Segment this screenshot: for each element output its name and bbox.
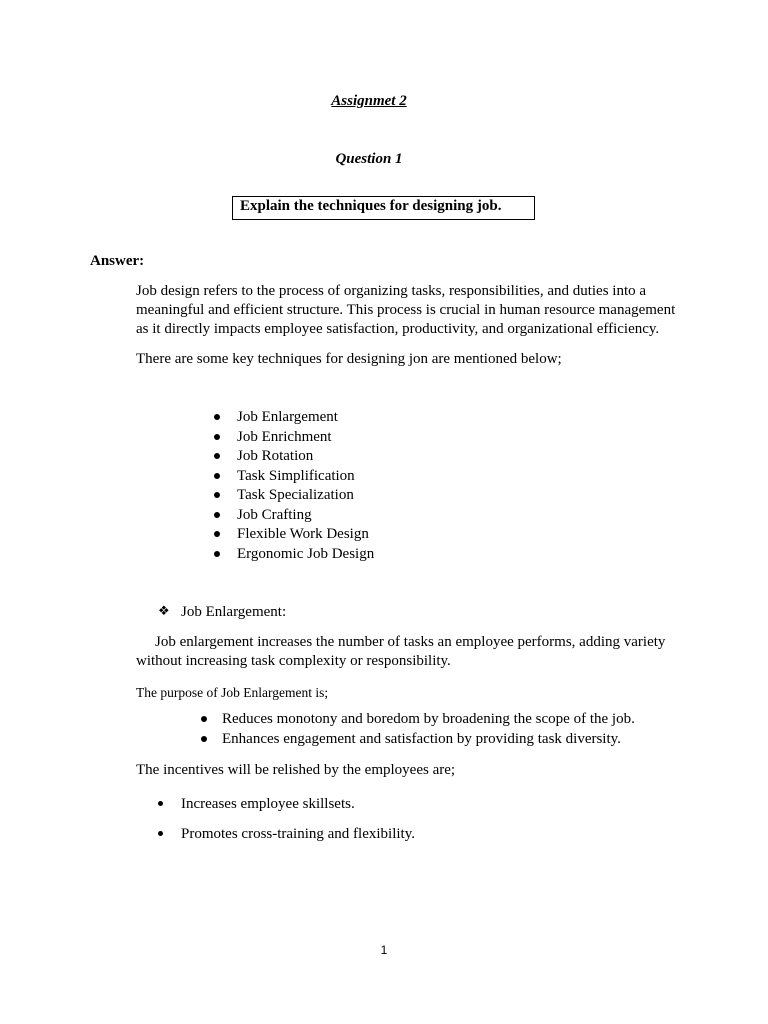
intro-line: Job design refers to the process of organizing tasks, responsibilities, and duties into a: [136, 283, 647, 299]
page-number: 1: [380, 943, 388, 957]
list-item-label: Ergonomic Job Design: [237, 545, 375, 562]
section-line: Job enlargement increases the number of tasks an employee performs, adding variety: [155, 634, 666, 650]
bullet-icon: [214, 473, 220, 479]
list-item-label: Reduces monotony and boredom by broadening the scope of the job.: [222, 711, 635, 727]
bullet-icon: [214, 492, 220, 498]
list-item-label: Flexible Work Design: [237, 526, 369, 542]
list-item-label: Increases employee skillsets.: [181, 796, 355, 812]
purpose-intro: The purpose of Job Enlargement is;: [136, 685, 329, 700]
list-item: [222, 710, 635, 730]
list-item-label: Enhances engagement and satisfaction by providing task diversity.: [222, 730, 621, 747]
question-box: [232, 196, 535, 220]
list-item: [237, 486, 374, 506]
list-item: [237, 506, 374, 526]
intro-paragraph: [136, 282, 696, 339]
list-item: [237, 428, 374, 448]
list-item: [237, 545, 374, 565]
list-item: [222, 730, 635, 750]
answer-label: Answer:: [90, 253, 145, 269]
list-item: [181, 819, 415, 849]
bullet-icon: [214, 414, 220, 420]
list-item: [237, 467, 374, 487]
intro-line: as it directly impacts employee satisfaction, productivity, and organizational efficiency.: [136, 321, 660, 337]
bullet-icon: [214, 531, 220, 537]
bullet-icon: [214, 453, 220, 459]
bullet-icon: [158, 831, 163, 836]
list-item: [237, 408, 374, 428]
list-item-label: Task Simplification: [237, 467, 355, 484]
bullet-icon: [201, 716, 207, 722]
list-item: [237, 525, 374, 545]
list-item-label: Job Enrichment: [237, 428, 332, 445]
incentives-list: [181, 789, 415, 849]
diamond-bullet-icon: ❖: [158, 603, 170, 618]
purpose-list: [222, 710, 635, 749]
question-heading: Question 1: [335, 151, 403, 167]
bullet-icon: [214, 434, 220, 440]
list-item-label: Job Enlargement: [237, 409, 338, 425]
bullet-icon: [214, 551, 220, 557]
section-paragraph: [136, 633, 696, 671]
list-item-label: Task Specialization: [237, 487, 354, 503]
assignment-title: Assignmet 2: [331, 93, 407, 109]
list-item: [237, 447, 374, 467]
section-line: without increasing task complexity or responsibility.: [136, 653, 451, 669]
bullet-icon: [214, 512, 220, 518]
bullet-icon: [201, 736, 207, 742]
section-heading: Job Enlargement:: [181, 604, 287, 620]
bullet-icon: [158, 801, 163, 806]
question-text: Explain the techniques for designing job.: [240, 198, 502, 214]
list-item: [181, 789, 415, 819]
techniques-intro: There are some key techniques for designing jon are mentioned below;: [136, 351, 562, 367]
techniques-list: [237, 408, 374, 564]
list-item-label: Job Crafting: [237, 506, 312, 523]
list-item-label: Job Rotation: [237, 448, 314, 464]
list-item-label: Promotes cross-training and flexibility.: [181, 826, 415, 842]
incentives-intro: The incentives will be relished by the employees are;: [136, 762, 456, 778]
intro-line: meaningful and efficient structure. This process is crucial in human resource management: [136, 302, 676, 318]
